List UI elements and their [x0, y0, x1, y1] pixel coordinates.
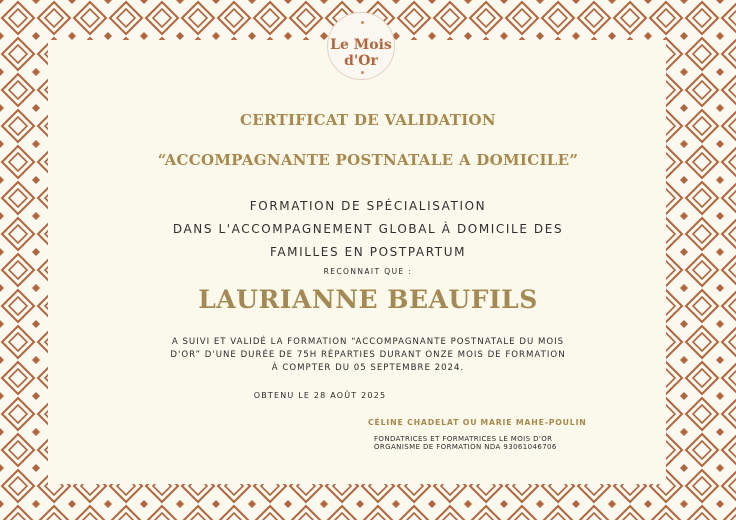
reconnait-label: RECONNAIT QUE : [323, 267, 413, 276]
signer-separator: OU [462, 418, 478, 427]
body-line: A SUIVI ET VALIDÉ LA FORMATION “ACCOMPAGNANTE POSTNATALE DU MOIS [171, 337, 565, 347]
logo-text-line2: d'Or [344, 53, 378, 69]
obtained-date: OBTENU LE 28 AOÛT 2025 [253, 391, 387, 400]
signers-line [368, 418, 587, 427]
certificate-title: CERTIFICAT DE VALIDATION [240, 111, 496, 129]
formation-line: DANS L'ACCOMPAGNEMENT GLOBAL À DOMICILE DES [172, 222, 564, 236]
signer-name: MARIE MAHE-POULIN [480, 418, 587, 427]
formation-line: FORMATION DE SPÉCIALISATION [249, 199, 487, 213]
organisation-nda: ORGANISME DE FORMATION NDA 93061046706 [374, 443, 557, 451]
le-mois-dor-logo [327, 12, 395, 80]
signer-name: CÉLINE CHADELAT [368, 418, 460, 427]
body-line: À COMPTER DU 05 SEPTEMBRE 2024. [271, 363, 465, 373]
signer-role: FONDATRICES ET FORMATRICES LE MOIS D'OR [374, 435, 553, 443]
body-line: D'OR” D'UNE DURÉE DE 75H RÉPARTIES DURANT ONZE MOIS DE FORMATION [170, 350, 566, 360]
logo-text-line1: Le Mois [330, 37, 392, 53]
recipient-name: LAURIANNE BEAUFILS [198, 285, 538, 314]
logo-dot [361, 21, 364, 24]
logo-dot [361, 71, 364, 74]
certificate-subtitle: “ACCOMPAGNANTE POSTNATALE A DOMICILE” [157, 151, 579, 169]
formation-line: FAMILLES EN POSTPARTUM [269, 245, 467, 259]
